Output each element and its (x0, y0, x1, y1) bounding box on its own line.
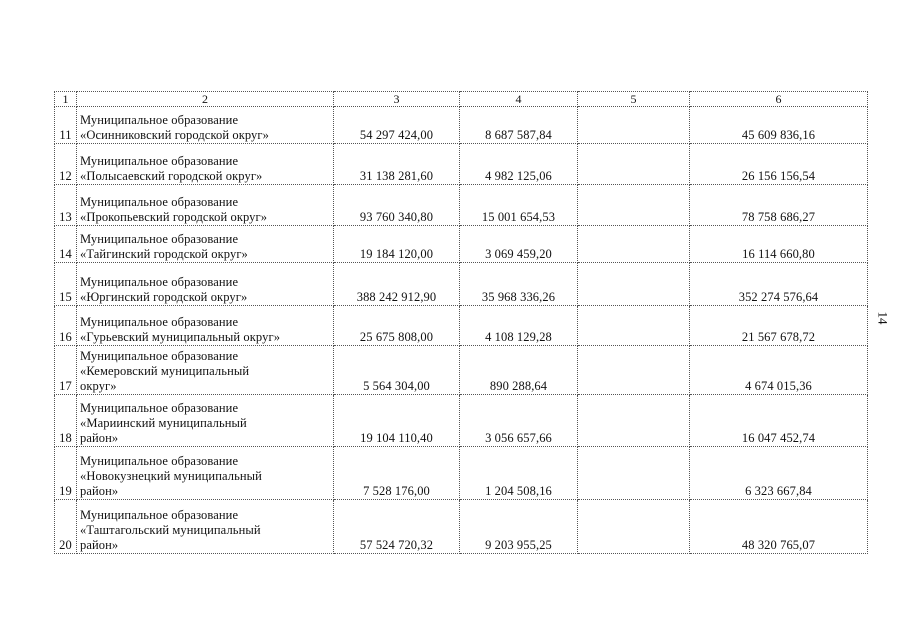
column-6-value: 6 323 667,84 (690, 447, 868, 500)
table-row (55, 395, 868, 447)
column-5-value (578, 107, 690, 144)
municipality-name: Муниципальное образование «Гурьевский муниципальный округ» (77, 306, 334, 346)
column-3-value: 54 297 424,00 (334, 107, 460, 144)
column-6-value: 26 156 156,54 (690, 144, 868, 185)
table-row (55, 263, 868, 306)
column-3-value: 31 138 281,60 (334, 144, 460, 185)
column-3-value: 5 564 304,00 (334, 346, 460, 395)
column-number-6: 6 (690, 92, 868, 107)
column-3-value: 19 104 110,40 (334, 395, 460, 447)
table-row (55, 500, 868, 554)
municipality-name: Муниципальное образование «Мариинский муниципальный район» (77, 395, 334, 447)
column-4-value: 3 056 657,66 (460, 395, 578, 447)
table-row (55, 306, 868, 346)
column-number-3: 3 (334, 92, 460, 107)
column-4-value: 4 982 125,06 (460, 144, 578, 185)
column-5-value (578, 226, 690, 263)
column-4-value: 4 108 129,28 (460, 306, 578, 346)
column-5-value (578, 500, 690, 554)
column-4-value: 890 288,64 (460, 346, 578, 395)
municipality-name: Муниципальное образование «Полысаевский городской округ» (77, 144, 334, 185)
municipality-name: Муниципальное образование «Тайгинский городской округ» (77, 226, 334, 263)
column-3-value: 57 524 720,32 (334, 500, 460, 554)
column-5-value (578, 144, 690, 185)
table-row (55, 144, 868, 185)
column-6-value: 48 320 765,07 (690, 500, 868, 554)
row-number: 14 (55, 226, 77, 263)
row-number: 16 (55, 306, 77, 346)
column-4-value: 3 069 459,20 (460, 226, 578, 263)
column-3-value: 388 242 912,90 (334, 263, 460, 306)
row-number: 12 (55, 144, 77, 185)
page-number: 14 (875, 311, 891, 325)
column-3-value: 25 675 808,00 (334, 306, 460, 346)
column-5-value (578, 185, 690, 226)
column-6-value: 352 274 576,64 (690, 263, 868, 306)
row-number: 18 (55, 395, 77, 447)
municipality-name: Муниципальное образование «Новокузнецкий муниципальный район» (77, 447, 334, 500)
table-row (55, 107, 868, 144)
row-number: 17 (55, 346, 77, 395)
column-4-value: 35 968 336,26 (460, 263, 578, 306)
column-6-value: 45 609 836,16 (690, 107, 868, 144)
column-number-1: 1 (55, 92, 77, 107)
column-4-value: 15 001 654,53 (460, 185, 578, 226)
column-6-value: 78 758 686,27 (690, 185, 868, 226)
table-header-row (55, 92, 868, 107)
column-4-value: 1 204 508,16 (460, 447, 578, 500)
municipality-name: Муниципальное образование «Юргинский городской округ» (77, 263, 334, 306)
municipality-name: Муниципальное образование «Осинниковский городской округ» (77, 107, 334, 144)
column-3-value: 7 528 176,00 (334, 447, 460, 500)
column-number-5: 5 (578, 92, 690, 107)
row-number: 11 (55, 107, 77, 144)
column-number-4: 4 (460, 92, 578, 107)
column-5-value (578, 306, 690, 346)
table-row (55, 346, 868, 395)
row-number: 19 (55, 447, 77, 500)
row-number: 20 (55, 500, 77, 554)
column-6-value: 4 674 015,36 (690, 346, 868, 395)
column-number-2: 2 (77, 92, 334, 107)
budget-table (54, 91, 868, 554)
column-4-value: 9 203 955,25 (460, 500, 578, 554)
column-5-value (578, 263, 690, 306)
column-3-value: 19 184 120,00 (334, 226, 460, 263)
municipality-name: Муниципальное образование «Прокопьевский городской округ» (77, 185, 334, 226)
table-row (55, 447, 868, 500)
municipality-name: Муниципальное образование «Кемеровский муниципальный округ» (77, 346, 334, 395)
column-5-value (578, 346, 690, 395)
table-row (55, 185, 868, 226)
column-4-value: 8 687 587,84 (460, 107, 578, 144)
municipality-name: Муниципальное образование «Таштагольский муниципальный район» (77, 500, 334, 554)
row-number: 13 (55, 185, 77, 226)
column-6-value: 16 114 660,80 (690, 226, 868, 263)
row-number: 15 (55, 263, 77, 306)
column-6-value: 21 567 678,72 (690, 306, 868, 346)
column-5-value (578, 447, 690, 500)
column-5-value (578, 395, 690, 447)
table-row (55, 226, 868, 263)
column-3-value: 93 760 340,80 (334, 185, 460, 226)
column-6-value: 16 047 452,74 (690, 395, 868, 447)
